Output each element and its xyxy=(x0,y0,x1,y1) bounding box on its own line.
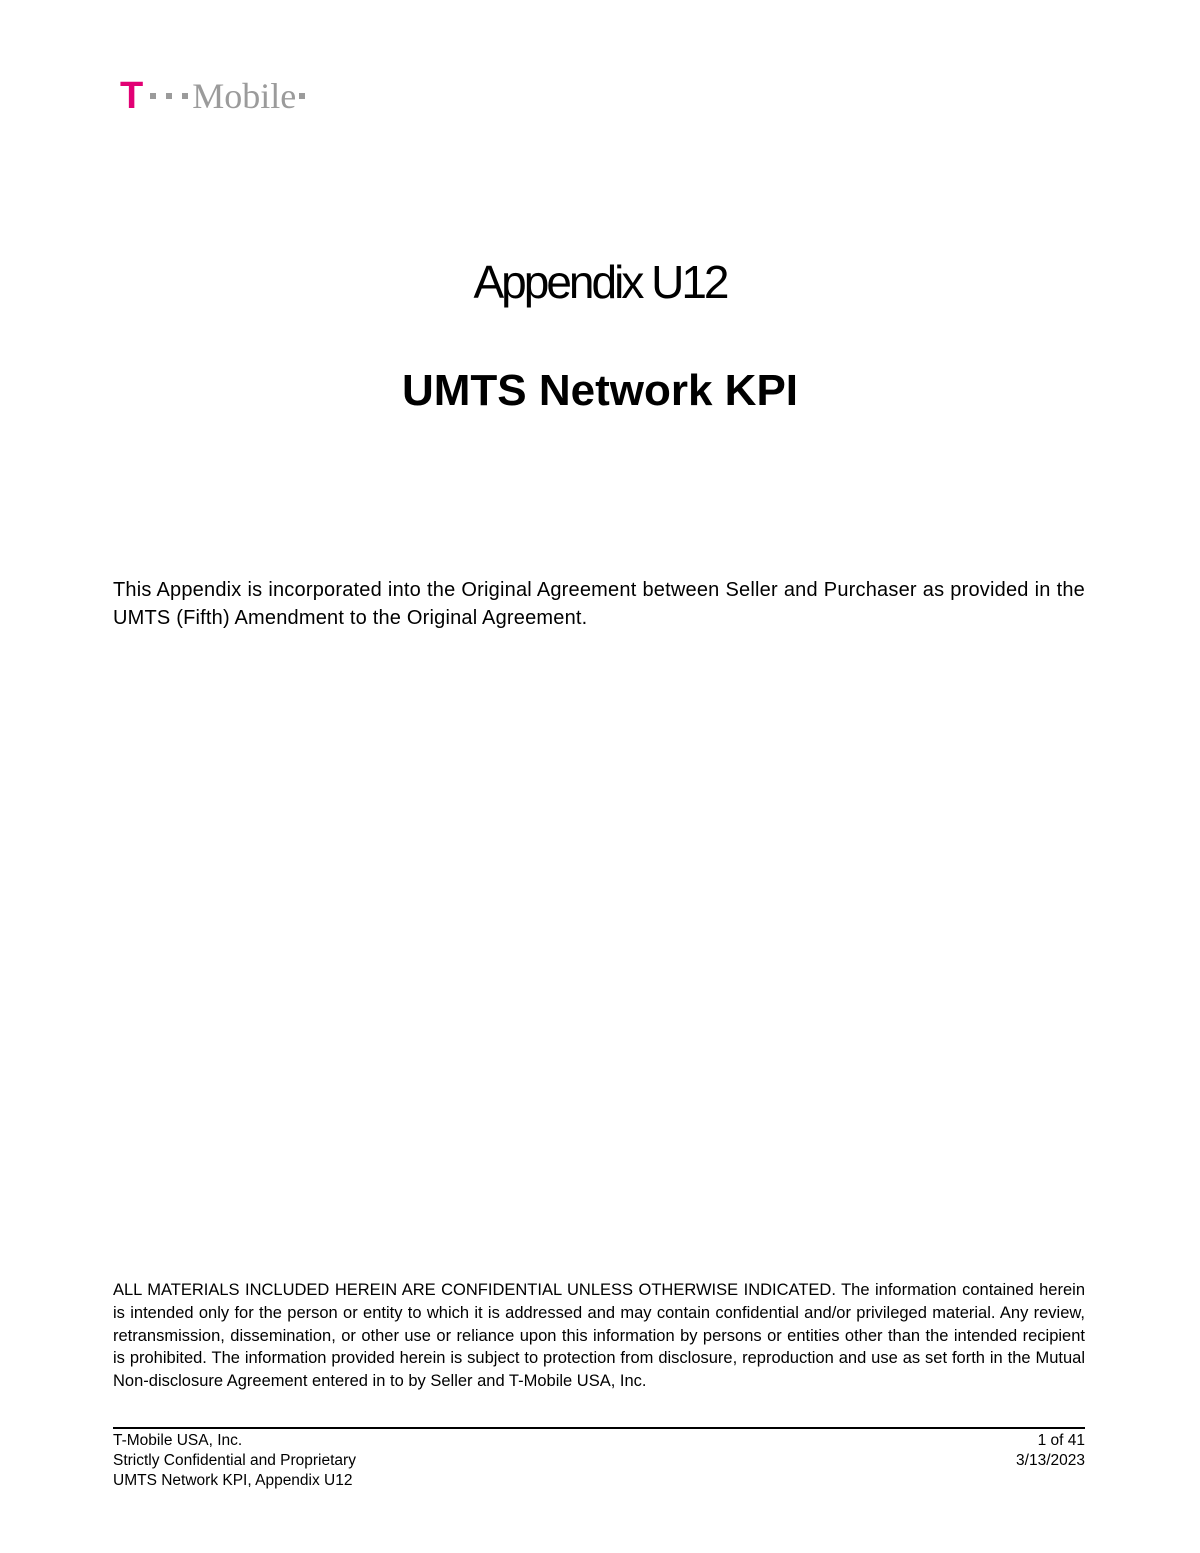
logo-wordmark: Mobile xyxy=(192,76,297,116)
confidentiality-notice: ALL MATERIALS INCLUDED HEREIN ARE CONFIDENTIAL UNLESS OTHERWISE INDICATED. The information contained herein is intended only for the person or entity to which it is addressed and may contain confidential and/or privileged material. Any review, retransmission, dissemination, or other use or reliance upon this information by persons or entities other than the intended recipient is prohibited. The information provided herein is subject to protection from disclosure, reproduction and use as set forth in the Mutual Non-disclosure Agreement entered in to by Seller and T-Mobile USA, Inc. xyxy=(113,1281,1085,1391)
footer-divider xyxy=(113,1427,1085,1429)
logo-t-mark: T xyxy=(120,75,144,117)
footer-classification: Strictly Confidential and Proprietary xyxy=(113,1452,356,1469)
footer-right xyxy=(1016,1431,1085,1471)
appendix-title: Appendix U12 xyxy=(473,256,727,308)
footer-left xyxy=(113,1431,356,1491)
t-mobile-logo xyxy=(120,76,310,116)
logo-dot xyxy=(150,93,156,99)
page-number: 1 of 41 xyxy=(1037,1432,1085,1449)
logo-dot xyxy=(182,93,188,99)
footer-date: 3/13/2023 xyxy=(1016,1452,1085,1469)
logo-dot xyxy=(299,93,305,99)
intro-paragraph: This Appendix is incorporated into the Original Agreement between Seller and Purchaser as provided in the UMTS (Fifth) Amendment to the Original Agreement. xyxy=(113,579,1085,629)
footer-company: T-Mobile USA, Inc. xyxy=(113,1432,243,1449)
footer-document-name: UMTS Network KPI, Appendix U12 xyxy=(113,1472,353,1489)
document-title: UMTS Network KPI xyxy=(401,366,799,415)
logo-dot xyxy=(166,93,172,99)
